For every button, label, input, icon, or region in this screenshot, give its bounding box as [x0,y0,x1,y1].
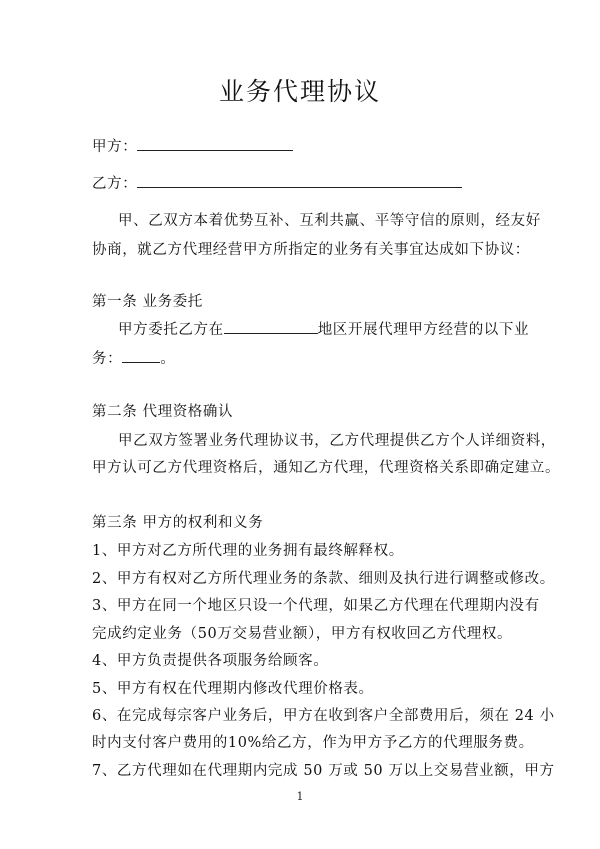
party-a-label: 甲方： [92,139,138,155]
article3-line-5: 4、甲方负责提供各项服务给顾客。 [92,653,329,669]
article3-line-6: 5、甲方有权在代理期内修改代理价格表。 [92,681,374,697]
business-blank [122,348,160,363]
article1-period: 。 [160,351,176,367]
party-b-blank [137,173,462,188]
article3-line-1: 1、甲方对乙方所代理的业务拥有最终解释权。 [92,543,404,559]
preamble-line-1: 甲、乙双方本着优势互补、互利共赢、平等守信的原则，经友好 [118,213,541,229]
party-b-label: 乙方： [92,176,138,192]
article2-heading: 第二条 代理资格确认 [92,404,234,420]
party-b-line [92,172,462,193]
party-a-blank [137,136,293,151]
document-title: 业务代理协议 [218,77,381,106]
article3-line-9: 7、乙方代理如在代理期内完成 50 万或 50 万以上交易营业额，甲方 [92,763,555,779]
article3-line-7: 6、在完成每宗客户业务后，甲方在收到客户全部费用后，须在 24 小 [92,708,555,724]
article3-line-4: 完成约定业务（50万交易营业额），甲方有权收回乙方代理权。 [92,626,513,642]
article3-line-8: 时内支付客户费用的10%给乙方，作为甲方予乙方的代理服务费。 [92,735,534,751]
article3-line-2: 2、甲方有权对乙方所代理业务的条款、细则及执行进行调整或修改。 [92,571,555,587]
article1-text-after-region: 地区开展代理甲方经营的以下业 [317,322,530,338]
article1-heading: 第一条 业务委托 [92,294,203,310]
article1-text-before-region: 甲方委托乙方在 [118,322,224,338]
article1-line-1 [118,318,529,339]
article1-business-label: 务： [92,351,123,367]
region-blank [224,319,318,334]
article2-line-2: 甲方认可乙方代理资格后，通知乙方代理，代理资格关系即确定建立。 [92,460,561,476]
article2-line-1: 甲乙双方签署业务代理协议书，乙方代理提供乙方个人详细资料， [118,433,556,449]
page-number: 1 [296,790,304,803]
article3-heading: 第三条 甲方的权利和义务 [92,515,264,531]
article1-line-2 [92,347,175,368]
party-a-line [92,135,293,156]
preamble-line-2: 协商，就乙方代理经营甲方所指定的业务有关事宜达成如下协议： [92,242,530,258]
article3-line-3: 3、甲方在同一个地区只设一个代理，如果乙方代理在代理期内没有 [92,598,540,614]
